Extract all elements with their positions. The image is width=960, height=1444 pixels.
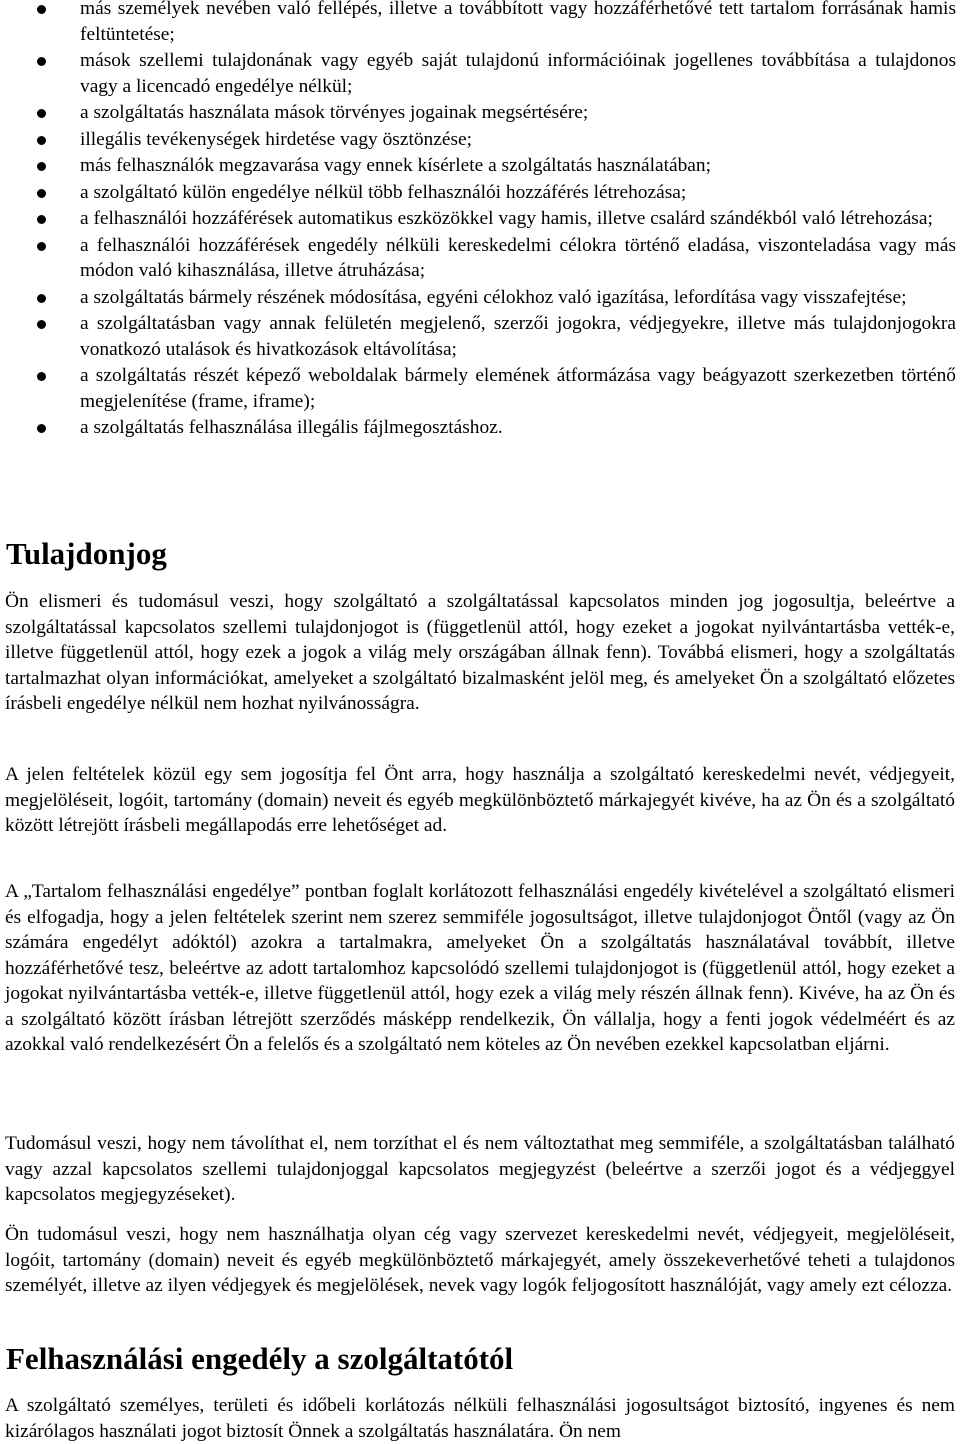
list-item: a felhasználói hozzáférések automatikus eszközökkel vagy hamis, illetve csalárd szándékból való létrehozása;: [0, 206, 960, 232]
bullet-icon: [37, 189, 46, 198]
paragraph: Ön elismeri és tudomásul veszi, hogy szolgáltató a szolgáltatással kapcsolatos minden jog jogosultja, beleértve a szolgáltatással kapcsolatos szellemi tulajdonjogot is (függetlenül attól, hogy ezeket a jogokat nyilvántartásba vették-e, illetve függetlenül attól, hogy ezek a jogok a világ mely országában állnak fenn). Továbbá elismeri, hogy a szolgáltatás tartalmazhat olyan információkat, amelyeket a szolgáltató bizalmasként jelöl meg, és amelyeket Ön a szolgáltató előzetes írásbeli engedélye nélkül nem hozhat nyilvánosságra.: [5, 591, 955, 714]
list-item: a szolgáltatás bármely részének módosítása, egyéni célokhoz való igazítása, lefordítása vagy visszafejtése;: [0, 285, 960, 311]
paragraph: A „Tartalom felhasználási engedélye” pontban foglalt korlátozott felhasználási engedély kivételével a szolgáltató elismeri és elfogadja, hogy a jelen feltételek szerint nem szerez semmiféle jogosultságot, illetve tulajdonjogot Öntől (vagy az Ön számára engedélyt adóktól) azokra a tartalmakra, amelyeket Ön a szolgáltatás használatával továbbít, illetve hozzáférhetővé tesz, beleértve az adott tartalomhoz kapcsolódó szellemi tulajdonjogot is (függetlenül attól, hogy ezeket a jogokat nyilvántartásba vették-e, illetve függetlenül attól, hogy ezek a világ mely részén állnak fenn). Kivéve, ha az Ön és a szolgáltató között írásban létrejött szerződés másképp rendelkezik, Ön vállalja, hogy a fenti jogok védelméért és az azokkal való rendelkezésért Ön a felelős és a szolgáltató nem köteles az Ön nevében ezekkel kapcsolatban eljárni.: [5, 881, 955, 1055]
bullet-icon: [37, 57, 46, 66]
list-item: mások szellemi tulajdonának vagy egyéb saját tulajdonú információinak jogellenes továbbítása a tulajdonos vagy a licencadó engedélye nélkül;: [0, 48, 960, 99]
heading-tulajdonjog: Tulajdonjog: [6, 536, 167, 571]
bullet-icon: [37, 109, 46, 118]
list-item: a szolgáltatás részét képező weboldalak bármely elemének átformázása vagy beágyazott szerkezetben történő megjelenítése (frame, iframe);: [0, 363, 960, 414]
bullet-icon: [37, 136, 46, 145]
bullet-icon: [37, 294, 46, 303]
bullet-icon: [37, 215, 46, 224]
bullet-icon: [37, 372, 46, 381]
prohibited-uses-list: [0, 0, 960, 442]
paragraph: A szolgáltató személyes, területi és időbeli korlátozás nélküli felhasználási jogosultságot biztosító, ingyenes és nem kizárólagos használati jogot biztosít Önnek a szolgáltatás használatára. Ön nem: [5, 1395, 955, 1442]
list-item: más személyek nevében való fellépés, illetve a továbbított vagy hozzáférhetővé tett tartalom forrásának hamis feltüntetése;: [0, 0, 960, 47]
paragraph: A jelen feltételek közül egy sem jogosítja fel Önt arra, hogy használja a szolgáltató kereskedelmi nevét, védjegyeit, megjelöléseit, logóit, tartomány (domain) neveit és egyéb megkülönböztető márkajegyét kivéve, ha az Ön és a szolgáltató között létrejött írásbeli megállapodás erre lehetőséget ad.: [5, 764, 955, 836]
list-item: a szolgáltató külön engedélye nélkül több felhasználói hozzáférés létrehozása;: [0, 180, 960, 206]
bullet-icon: [37, 242, 46, 251]
heading-felhasznalasi-engedely: Felhasználási engedély a szolgáltatótól: [6, 1341, 514, 1376]
list-item: a szolgáltatás használata mások törvényes jogainak megsértésére;: [0, 100, 960, 126]
bullet-icon: [37, 424, 46, 433]
bullet-icon: [37, 5, 46, 14]
list-item: illegális tevékenységek hirdetése vagy ösztönzése;: [0, 127, 960, 153]
list-item: a szolgáltatásban vagy annak felületén megjelenő, szerzői jogokra, védjegyekre, illetve más tulajdonjogokra vonatkozó utalások és hivatkozások eltávolítása;: [0, 311, 960, 362]
paragraph: Tudomásul veszi, hogy nem távolíthat el, nem torzíthat el és nem változtathat meg semmiféle, a szolgáltatásban található vagy azzal kapcsolatos szellemi tulajdonjoggal kapcsolatos megjegyzést (beleértve a szerzői jogot és a védjeggyel kapcsolatos megjegyzéseket).: [5, 1133, 955, 1205]
list-item: más felhasználók megzavarása vagy ennek kísérlete a szolgáltatás használatában;: [0, 153, 960, 179]
list-item: a szolgáltatás felhasználása illegális fájlmegosztáshoz.: [0, 415, 960, 441]
bullet-icon: [37, 162, 46, 171]
bullet-icon: [37, 320, 46, 329]
list-item: a felhasználói hozzáférések engedély nélküli kereskedelmi célokra történő eladása, viszonteladása vagy más módon való kihasználása, illetve átruházása;: [0, 233, 960, 284]
paragraph: Ön tudomásul veszi, hogy nem használhatja olyan cég vagy szervezet kereskedelmi nevét, védjegyeit, megjelöléseit, logóit, tartomány (domain) neveit és egyéb megkülönböztető márkajegyét, amely összekeverhetővé teheti a tulajdonos személyét, illetve az ilyen védjegyek és megjelölések, nevek vagy logók feljogosított használóját, vagy amely ezt célozza.: [5, 1224, 955, 1296]
